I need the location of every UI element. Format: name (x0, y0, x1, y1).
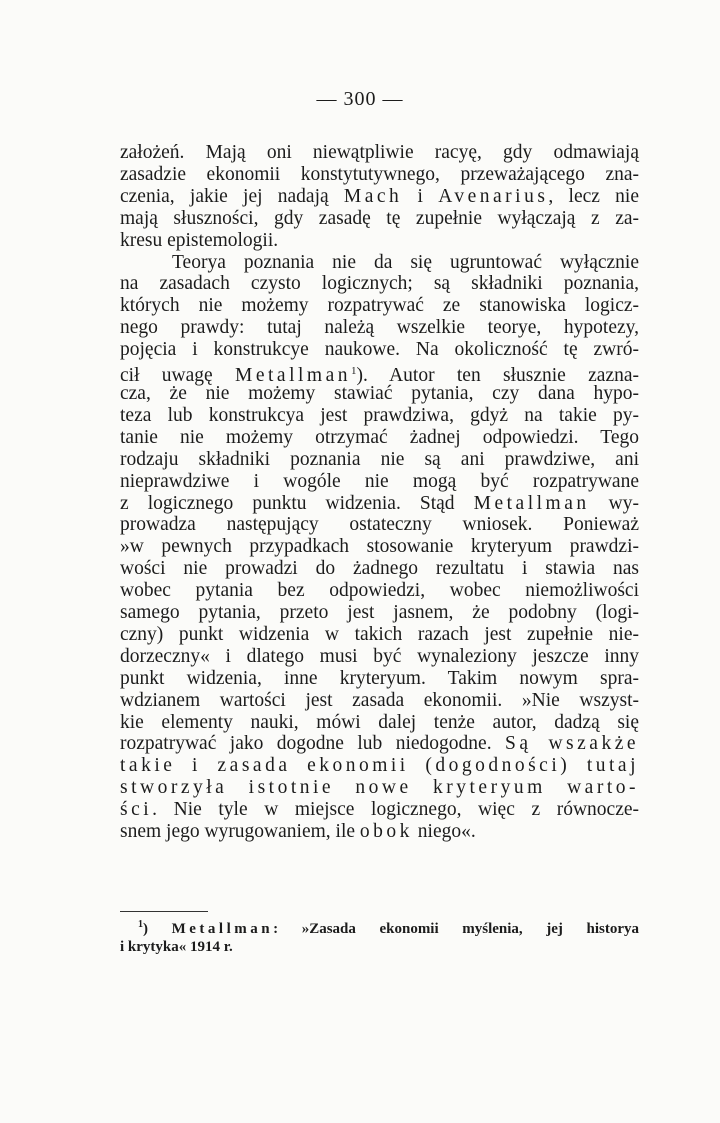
text-line: tanie nie możemy otrzymać żadnej odpowiedzi. Tego (120, 426, 639, 448)
text-line: czenia, jakie jej nadają Mach i Avenarius, lecz nie (120, 185, 639, 207)
text-line-spaced: takie i zasada ekonomii (dogodności) tutaj (120, 755, 639, 777)
footnote-line: i krytyka« 1914 r. (120, 939, 233, 955)
text-line: cił uwagę Metallman$^1$). Autor ten słusznie zazna- (120, 365, 639, 387)
text-line: dorzeczny« i dlatego musi być wynaleziony jeszcze inny (120, 645, 639, 667)
spaced-name-metallman: Metallman (171, 921, 274, 937)
text-line: samego pytania, przeto jest jasnem, że podobny (logi- (120, 602, 639, 624)
text-line: zasadzie ekonomii konstytutywnego, przeważającego zna- (120, 163, 639, 185)
spaced-name-metallman: Metallman (473, 492, 590, 514)
text-line: mają słuszności, gdy zasadę tę zupełnie wyłączają z za- (120, 207, 639, 229)
text-line: snem jego wyrugowaniem, ile obok niego«. (120, 821, 476, 843)
spaced-emphasis: obok (359, 821, 413, 843)
text-line: rozpatrywać jako dogodne lub niedogodne. Są wszakże (120, 733, 640, 755)
footnote-divider (120, 911, 208, 912)
text-line: nego prawdy: tutaj należą wszelkie teorye, hypotezy, (120, 317, 639, 339)
spaced-emphasis: Są wszakże (505, 733, 640, 755)
spaced-name-metallman: Metallman (235, 365, 351, 387)
text-line: »w pewnych przypadkach stosowanie kryteryum prawdzi- (120, 536, 639, 558)
footnote (120, 914, 639, 958)
text-line: nieprawdziwe i wogóle nie mogą być rozpatrywane (120, 470, 639, 492)
spaced-emphasis: ści (120, 799, 153, 821)
text-line: na zasadach czysto logicznych; są składniki poznania, (120, 273, 639, 295)
footnote-line: $^1$) Metallman: »Zasada ekonomii myślenia, jej historya (138, 919, 640, 937)
footnote-marker: 1 (138, 919, 143, 930)
text-line: czny) punkt widzenia w takich razach jest zupełnie nie- (120, 623, 639, 645)
footnote-ref: 1 (350, 365, 357, 378)
text-line: pojęcia i konstrukcye naukowe. Na okoliczność tę zwró- (120, 339, 639, 361)
text-line: wdzianem wartości jest zasada ekonomii. »Nie wszyst- (120, 689, 639, 711)
text-line: prowadza następujący ostateczny wniosek. Ponieważ (120, 514, 639, 536)
text-line-spaced: stworzyła istotnie nowe kryteryum warto- (120, 777, 639, 799)
text-line: kie elementy nauki, mówi dalej tenże autor, dadzą się (120, 711, 639, 733)
body-text (120, 142, 639, 843)
page-number: — 300 — (316, 88, 404, 110)
text-line: rodzaju składniki poznania nie są ani prawdziwe, ani (120, 448, 639, 470)
text-line: wości nie prowadzi do żadnego rezultatu i stawia nas (120, 558, 639, 580)
text-line: z logicznego punktu widzenia. Stąd Metallman wy- (120, 492, 639, 514)
text-line: kresu epistemologii. (120, 229, 279, 251)
text-line: punkt widzenia, inne kryteryum. Takim nowym spra- (120, 667, 639, 689)
spaced-name-mach: Mach (343, 185, 403, 207)
text-line: cza, że nie możemy stawiać pytania, czy dana hypo- (120, 382, 639, 404)
text-line: teza lub konstrukcya jest prawdziwa, gdyż na takie py- (120, 404, 639, 426)
text-line: założeń. Mają oni niewątpliwie racyę, gdy odmawiają (120, 142, 639, 163)
text-line: ści. Nie tyle w miejsce logicznego, więc z równocze- (120, 799, 639, 821)
spaced-name-avenarius: Avenarius (438, 185, 549, 207)
text-line: wobec pytania bez odpowiedzi, wobec niemożliwości (120, 580, 639, 602)
text-line: Teorya poznania nie da się ugruntować wyłącznie (172, 251, 639, 273)
text-line: których nie możemy rozpatrywać ze stanowiska logicz- (120, 295, 639, 317)
